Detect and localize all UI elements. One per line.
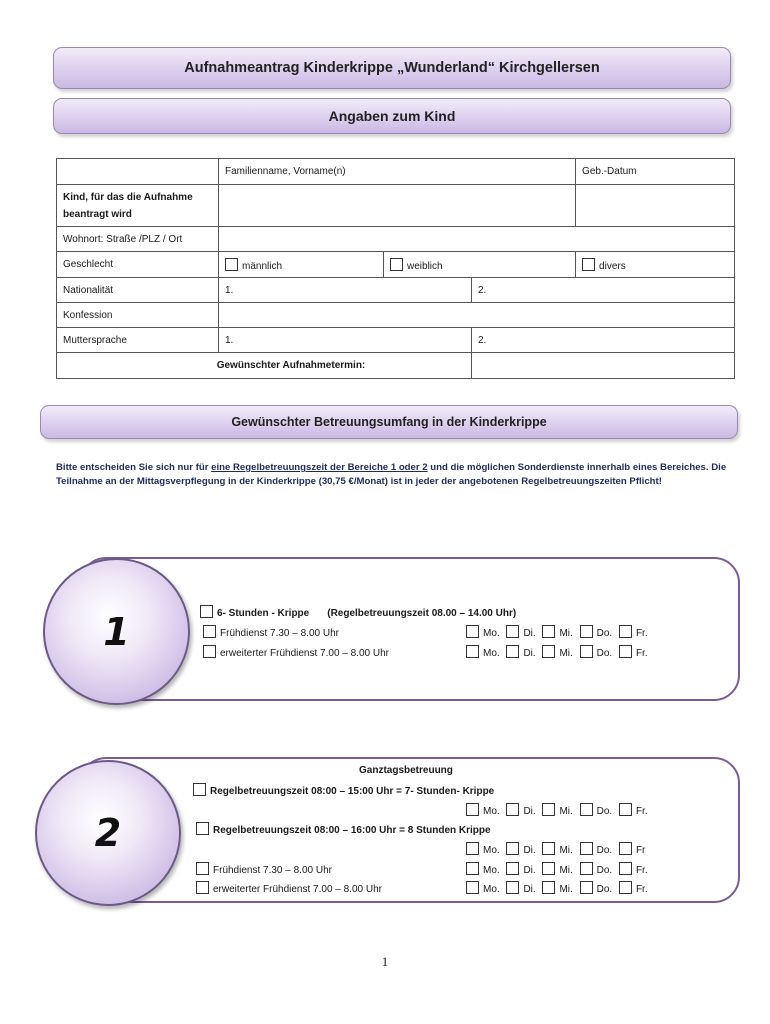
days-row-2c xyxy=(466,862,652,876)
day-label: Fr. xyxy=(635,628,648,639)
option-2-heading xyxy=(359,765,453,776)
extended-service-1-checkbox[interactable] xyxy=(203,645,216,658)
day-label: Mo. xyxy=(483,806,500,817)
eight-hour-label: Regelbetreuungszeit 08:00 – 16:00 Uhr = 8 Stunden Krippe xyxy=(213,825,491,836)
confession-field[interactable] xyxy=(219,303,735,328)
extended-service-1-label: erweiterter Frühdienst 7.00 – 8.00 Uhr xyxy=(220,648,389,659)
extended-service-2-label: erweiterter Frühdienst 7.00 – 8.00 Uhr xyxy=(213,884,382,895)
diverse-checkbox[interactable] xyxy=(582,258,595,271)
title-banner xyxy=(53,47,731,89)
name-column-header: Familienname, Vorname(n) xyxy=(219,159,576,185)
day-checkbox[interactable] xyxy=(542,862,555,875)
section-title-care: Gewünschter Betreuungsumfang in der Kinderkrippe xyxy=(231,415,547,429)
day-label: Fr. xyxy=(635,648,648,659)
day-checkbox[interactable] xyxy=(466,645,479,658)
day-checkbox[interactable] xyxy=(619,881,632,894)
day-label: Mi. xyxy=(559,865,573,876)
page-title: Aufnahmeantrag Kinderkrippe „Wunderland“ Kirchgellersen xyxy=(184,60,600,76)
day-label: Mi. xyxy=(559,648,573,659)
day-label: Fr xyxy=(635,845,646,856)
day-label: Mi. xyxy=(559,845,573,856)
child-dob-field[interactable] xyxy=(576,185,735,227)
days-row-1b xyxy=(466,645,652,659)
language-1-label: 1. xyxy=(225,334,234,346)
day-checkbox[interactable] xyxy=(466,803,479,816)
days-row-1a xyxy=(466,625,652,639)
day-checkbox[interactable] xyxy=(506,645,519,658)
day-label: Mo. xyxy=(483,884,500,895)
day-checkbox[interactable] xyxy=(542,842,555,855)
gender-row-label: Geschlecht xyxy=(57,252,219,278)
day-label: Mo. xyxy=(483,628,500,639)
male-label: männlich xyxy=(242,260,283,272)
full-day-heading: Ganztagsbetreuung xyxy=(359,765,453,776)
day-label: Di. xyxy=(523,648,536,659)
day-label: Mi. xyxy=(559,806,573,817)
day-checkbox[interactable] xyxy=(542,625,555,638)
day-checkbox[interactable] xyxy=(506,862,519,875)
day-checkbox[interactable] xyxy=(466,881,479,894)
language-row-label: Muttersprache xyxy=(57,328,219,353)
day-label: Do. xyxy=(596,884,613,895)
day-checkbox[interactable] xyxy=(580,862,593,875)
days-row-2d xyxy=(466,881,652,895)
female-label: weiblich xyxy=(407,260,443,272)
option-1-circle xyxy=(43,558,190,705)
gender-female-cell[interactable] xyxy=(384,252,576,278)
day-label: Do. xyxy=(596,845,613,856)
nationality-2-field[interactable] xyxy=(472,278,735,303)
instruction-text xyxy=(56,461,736,488)
option-2-early[interactable] xyxy=(196,862,332,876)
day-label: Mi. xyxy=(559,884,573,895)
day-checkbox[interactable] xyxy=(619,842,632,855)
female-checkbox[interactable] xyxy=(390,258,403,271)
day-checkbox[interactable] xyxy=(506,881,519,894)
day-checkbox[interactable] xyxy=(580,625,593,638)
section-title-child: Angaben zum Kind xyxy=(328,108,456,124)
early-service-2-label: Frühdienst 7.30 – 8.00 Uhr xyxy=(213,865,332,876)
extended-service-2-checkbox[interactable] xyxy=(196,881,209,894)
section-banner-child xyxy=(53,98,731,134)
day-label: Di. xyxy=(523,845,536,856)
day-label: Do. xyxy=(596,806,613,817)
admission-date-field[interactable] xyxy=(472,353,735,379)
day-checkbox[interactable] xyxy=(542,881,555,894)
seven-hour-checkbox[interactable] xyxy=(193,783,206,796)
days-row-2a xyxy=(466,803,652,817)
day-label: Mo. xyxy=(483,865,500,876)
instruction-part1: Bitte entscheiden Sie sich nur für xyxy=(56,462,212,473)
day-label: Mo. xyxy=(483,845,500,856)
seven-hour-label: Regelbetreuungszeit 08:00 – 15:00 Uhr = 7- Stunden- Krippe xyxy=(210,786,495,797)
dob-column-header: Geb.-Datum xyxy=(576,159,735,185)
option-2-eight-hours[interactable] xyxy=(196,822,491,836)
day-checkbox[interactable] xyxy=(580,881,593,894)
option-1-early[interactable] xyxy=(203,625,339,639)
option-2-number: 2 xyxy=(94,811,122,855)
days-row-2b xyxy=(466,842,649,856)
day-checkbox[interactable] xyxy=(506,625,519,638)
section-banner-care xyxy=(40,405,738,439)
nationality-1-field[interactable] xyxy=(219,278,472,303)
early-service-1-label: Frühdienst 7.30 – 8.00 Uhr xyxy=(220,628,339,639)
instruction-part2: und die möglichen Sonderdienste innerhalb eines Bereiches. Die Teilnahme an der Mittagsverpflegung in der Kinderkrippe (30,75 €/Monat) ist in jeder der angebotenen Regelbetreuungszeiten Pflicht! xyxy=(56,462,727,487)
day-checkbox[interactable] xyxy=(619,625,632,638)
day-checkbox[interactable] xyxy=(619,862,632,875)
language-2-label: 2. xyxy=(478,334,487,346)
day-label: Fr. xyxy=(635,806,648,817)
option-2-extended[interactable] xyxy=(196,881,382,895)
instruction-underlined: eine Regelbetreuungszeit der Bereiche 1 oder 2 xyxy=(211,462,428,473)
day-checkbox[interactable] xyxy=(619,803,632,816)
day-label: Do. xyxy=(596,865,613,876)
option-1-main[interactable] xyxy=(200,605,516,619)
day-label: Mo. xyxy=(483,648,500,659)
day-checkbox[interactable] xyxy=(542,645,555,658)
day-label: Di. xyxy=(523,806,536,817)
nationality-2-label: 2. xyxy=(478,284,487,296)
six-hour-label: 6- Stunden - Krippe xyxy=(217,608,310,619)
eight-hour-checkbox[interactable] xyxy=(196,822,209,835)
day-label: Do. xyxy=(596,628,613,639)
day-checkbox[interactable] xyxy=(580,803,593,816)
child-row-label: Kind, für das die Aufnahme beantragt wird xyxy=(57,185,219,227)
day-checkbox[interactable] xyxy=(466,625,479,638)
day-label: Mi. xyxy=(559,628,573,639)
address-row-label: Wohnort: Straße /PLZ / Ort xyxy=(57,227,219,252)
day-checkbox[interactable] xyxy=(506,842,519,855)
day-checkbox[interactable] xyxy=(542,803,555,816)
day-checkbox[interactable] xyxy=(466,862,479,875)
day-checkbox[interactable] xyxy=(580,842,593,855)
language-1-field[interactable] xyxy=(219,328,472,353)
option-1-number: 1 xyxy=(103,609,130,654)
admission-date-label: Gewünschter Aufnahmetermin: xyxy=(57,353,472,379)
option-1-extended[interactable] xyxy=(203,645,389,659)
empty-header-cell xyxy=(57,159,219,185)
gender-male-cell[interactable] xyxy=(219,252,384,278)
day-label: Do. xyxy=(596,648,613,659)
day-checkbox[interactable] xyxy=(619,645,632,658)
language-2-field[interactable] xyxy=(472,328,735,353)
six-hour-time: (Regelbetreuungszeit 08.00 – 14.00 Uhr) xyxy=(327,608,517,619)
day-checkbox[interactable] xyxy=(466,842,479,855)
address-field[interactable] xyxy=(219,227,735,252)
male-checkbox[interactable] xyxy=(225,258,238,271)
day-label: Di. xyxy=(523,628,536,639)
day-checkbox[interactable] xyxy=(580,645,593,658)
early-service-2-checkbox[interactable] xyxy=(196,862,209,875)
day-label: Di. xyxy=(523,884,536,895)
diverse-label: divers xyxy=(599,260,626,272)
day-label: Fr. xyxy=(635,884,648,895)
child-info-table xyxy=(56,158,735,379)
early-service-1-checkbox[interactable] xyxy=(203,625,216,638)
child-name-field[interactable] xyxy=(219,185,576,227)
option-2-seven-hours[interactable] xyxy=(193,783,494,797)
day-label: Di. xyxy=(523,865,536,876)
gender-diverse-cell[interactable] xyxy=(576,252,735,278)
confession-row-label: Konfession xyxy=(57,303,219,328)
option-2-circle xyxy=(35,760,181,906)
six-hour-checkbox[interactable] xyxy=(200,605,213,618)
nationality-1-label: 1. xyxy=(225,284,234,296)
day-label: Fr. xyxy=(635,865,648,876)
day-checkbox[interactable] xyxy=(506,803,519,816)
page-number: 1 xyxy=(381,954,389,969)
nationality-row-label: Nationalität xyxy=(57,278,219,303)
